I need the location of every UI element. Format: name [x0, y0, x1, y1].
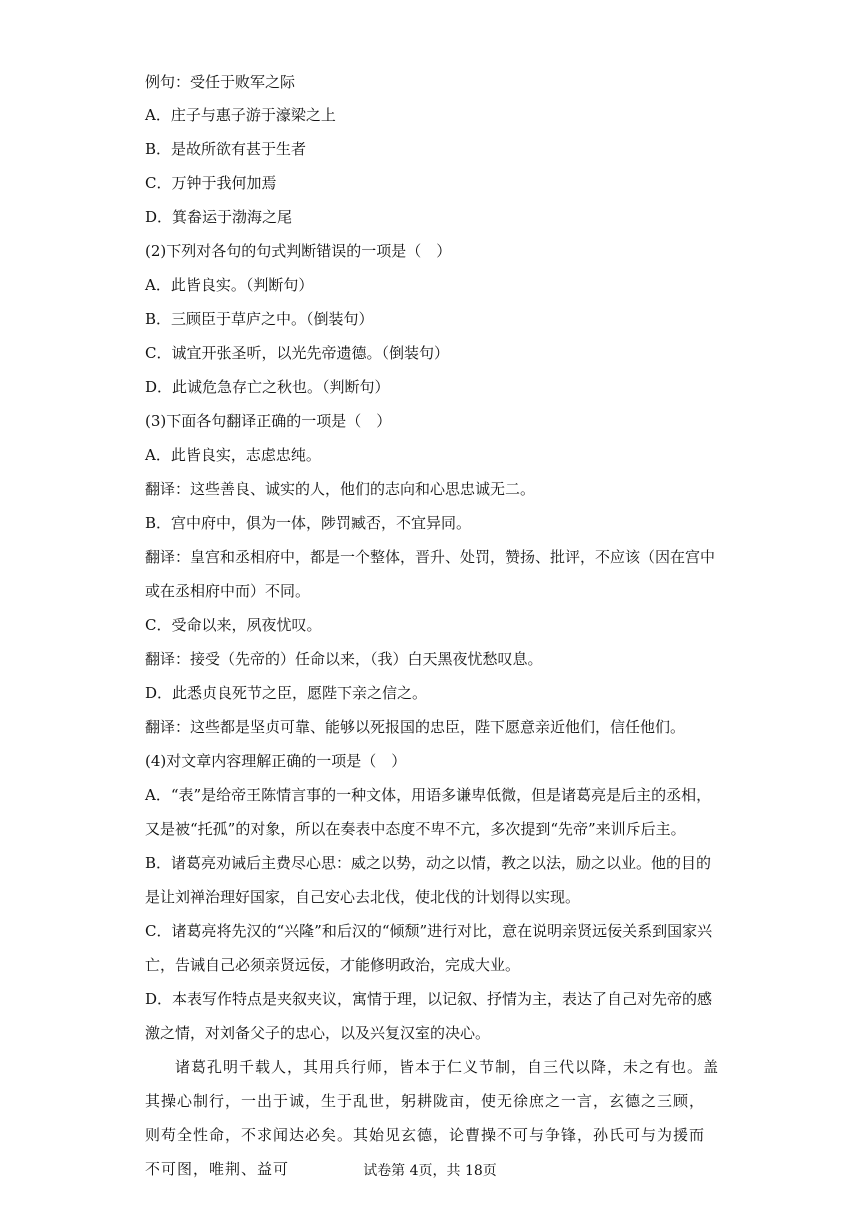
q2-option-c: C．诚宜开张圣听，以光先帝遗德。（倒装句）	[145, 344, 449, 362]
q2-option-b: B．三顾臣于草庐之中。（倒装句）	[145, 310, 374, 328]
example-sentence: 例句：受任于败军之际	[145, 73, 296, 91]
q3-stem: (3)下面各句翻译正确的一项是（ ）	[145, 412, 392, 430]
q2-option-a: A．此皆良实。（判断句）	[145, 276, 314, 294]
q3-option-d: D．此悉贞良死节之臣，愿陛下亲之信之。	[145, 684, 428, 702]
q3-option-b: B．宫中府中，俱为一体，陟罚臧否，不宜异同。	[145, 514, 472, 532]
q3-option-d-translation: 翻译：这些都是坚贞可靠、能够以死报国的忠臣，陛下愿意亲近他们，信任他们。	[145, 718, 686, 736]
q4-option-d-cont: 激之情，对刘备父子的忠心，以及兴复汉室的决心。	[145, 1024, 491, 1042]
reading-passage: 诸葛孔明千载人，其用兵行师，皆本于仁义节制，自三代以降，未之有也。盖其操心制行，一出于诚，生于乱世，躬耕陇亩，使无徐庶之一言，玄德之三顾，则苟全性命，不求闻达必矣。其始见玄德，论曹操不可与争锋，孙氏可与为援而不可图，唯荆、益可	[145, 1058, 720, 1178]
q4-option-b-cont: 是让刘禅治理好国家，自己安心去北伐，使北伐的计划得以实现。	[145, 888, 581, 906]
q4-option-b: B．诸葛亮劝诫后主费尽心思：威之以势，动之以情，教之以法，励之以业。他的目的	[145, 854, 712, 872]
q4-option-a: A．“表”是给帝王陈情言事的一种文体，用语多谦卑低微，但是诸葛亮是后主的丞相，	[145, 786, 712, 804]
q4-option-a-cont: 又是被“托孤”的对象，所以在奏表中态度不卑不亢，多次提到“先帝”来训斥后主。	[145, 820, 686, 838]
q4-option-d: D．本表写作特点是夹叙夹议，寓情于理，以记叙、抒情为主，表达了自己对先帝的感	[145, 990, 713, 1008]
q4-option-c-cont: 亡，告诫自己必须亲贤远佞，才能修明政治，完成大业。	[145, 956, 521, 974]
q1-option-a: A．庄子与惠子游于濠梁之上	[145, 106, 336, 124]
q3-option-a-translation: 翻译：这些善良、诚实的人，他们的志向和心思忠诚无二。	[145, 480, 536, 498]
q1-option-b: B．是故所欲有甚于生者	[145, 140, 307, 158]
q4-option-c: C．诸葛亮将先汉的“兴隆”和后汉的“倾颓”进行对比，意在说明亲贤远佞关系到国家兴	[145, 922, 713, 940]
q1-option-c: C．万钟于我何加焉	[145, 174, 277, 192]
q3-option-c: C．受命以来，夙夜忧叹。	[145, 616, 322, 634]
q3-option-a: A．此皆良实，志虑忠纯。	[145, 446, 321, 464]
q4-stem: (4)对文章内容理解正确的一项是（ ）	[145, 752, 407, 770]
q2-option-d: D．此诚危急存亡之秋也。（判断句）	[145, 378, 390, 396]
q1-option-d: D．箕畚运于渤海之尾	[145, 208, 293, 226]
q3-option-b-translation: 翻译：皇宫和丞相府中，都是一个整体，晋升、处罚，赞扬、批评，不应该（因在宫中	[145, 548, 716, 566]
q3-option-b-translation-cont: 或在丞相府中而）不同。	[145, 582, 311, 600]
q3-option-c-translation: 翻译：接受（先帝的）任命以来，（我）白天黑夜忧愁叹息。	[145, 650, 543, 668]
q2-stem: (2)下列对各句的句式判断错误的一项是（ ）	[145, 242, 452, 260]
page-footer: 试卷第 4页，共 18页	[363, 1163, 497, 1179]
